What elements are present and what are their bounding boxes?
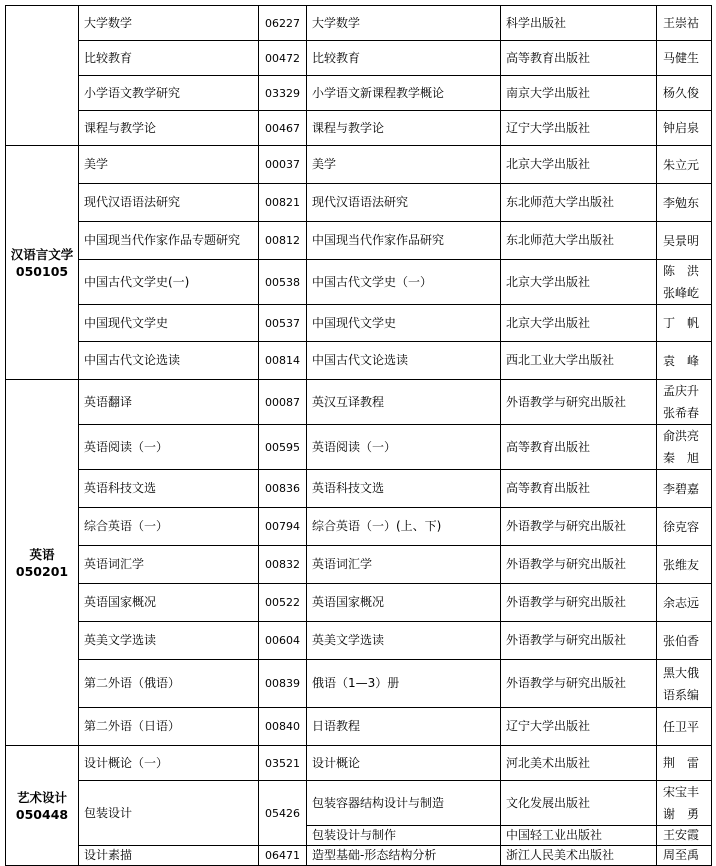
course-name: 设计概论（一） (79, 746, 259, 781)
author (657, 508, 712, 546)
course-name: 中国现代文学史 (79, 305, 259, 342)
publisher: 高等教育出版社 (501, 425, 657, 470)
author (657, 6, 712, 41)
table-row (6, 425, 712, 470)
course-code: 03521 (259, 746, 307, 781)
author (657, 546, 712, 584)
author (657, 746, 712, 781)
author-line: 任卫平 (663, 719, 700, 734)
author-line: 黑大俄 (663, 665, 700, 680)
author-line: 袁 峰 (663, 353, 700, 368)
publisher: 外语教学与研究出版社 (501, 660, 657, 708)
publisher: 东北师范大学出版社 (501, 184, 657, 222)
author (657, 76, 712, 111)
author (657, 380, 712, 425)
table-row (6, 584, 712, 622)
textbook-title: 综合英语（一）(上、下) (307, 508, 501, 546)
course-code: 00087 (259, 380, 307, 425)
course-code: 00812 (259, 222, 307, 260)
publisher: 北京大学出版社 (501, 146, 657, 184)
course-name: 英语阅读（一） (79, 425, 259, 470)
textbook-title: 中国古代文论选读 (307, 342, 501, 380)
table-row (6, 622, 712, 660)
table-row (6, 546, 712, 584)
author-line: 宋宝丰 (663, 785, 700, 799)
author (657, 781, 712, 826)
textbook-title: 美学 (307, 146, 501, 184)
course-name: 大学数学 (79, 6, 259, 41)
author-line: 张希春 (663, 406, 700, 420)
author-line: 语系编 (663, 687, 700, 702)
textbook-title: 中国现当代作家作品研究 (307, 222, 501, 260)
course-code: 00537 (259, 305, 307, 342)
author (657, 305, 712, 342)
author-line: 钟启泉 (663, 121, 700, 135)
course-name: 小学语文教学研究 (79, 76, 259, 111)
course-name: 包装设计 (79, 781, 259, 846)
author-line: 李碧嘉 (663, 481, 700, 496)
textbook-title: 小学语文新课程教学概论 (307, 76, 501, 111)
table-row (6, 508, 712, 546)
author (657, 260, 712, 305)
table-row (6, 305, 712, 342)
author-line: 谢 勇 (663, 807, 700, 821)
publisher: 辽宁大学出版社 (501, 111, 657, 146)
author-line: 陈 洪 (663, 264, 700, 278)
author-line: 李勉东 (663, 195, 700, 210)
table-row (6, 41, 712, 76)
publisher: 外语教学与研究出版社 (501, 508, 657, 546)
table-row (6, 222, 712, 260)
publisher: 科学出版社 (501, 6, 657, 41)
textbook-title: 包装容器结构设计与制造 (307, 781, 501, 826)
major-name: 英语 (29, 546, 55, 562)
course-name: 现代汉语语法研究 (79, 184, 259, 222)
author (657, 708, 712, 746)
course-code: 06227 (259, 6, 307, 41)
author-line: 俞洪亮 (663, 429, 700, 443)
table-row (6, 6, 712, 41)
course-name: 比较教育 (79, 41, 259, 76)
author (657, 826, 712, 846)
major-name: 艺术设计 (16, 789, 67, 805)
publisher: 北京大学出版社 (501, 260, 657, 305)
major-cell (6, 6, 79, 146)
course-code: 00814 (259, 342, 307, 380)
author-line: 徐克容 (663, 519, 700, 534)
author (657, 342, 712, 380)
publisher: 外语教学与研究出版社 (501, 584, 657, 622)
course-code: 00472 (259, 41, 307, 76)
textbook-title: 比较教育 (307, 41, 501, 76)
table-row (6, 260, 712, 305)
course-name: 设计素描 (79, 846, 259, 866)
publisher: 中国轻工业出版社 (501, 826, 657, 846)
author-line: 张峰屹 (663, 286, 700, 300)
author-line: 王安霞 (663, 828, 700, 842)
major-code: 050105 (15, 263, 69, 279)
textbook-title: 英语科技文选 (307, 470, 501, 508)
author (657, 184, 712, 222)
textbook-title: 英语词汇学 (307, 546, 501, 584)
course-code: 00821 (259, 184, 307, 222)
author (657, 660, 712, 708)
publisher: 浙江人民美术出版社 (501, 846, 657, 866)
publisher: 西北工业大学出版社 (501, 342, 657, 380)
major-cell (6, 746, 79, 866)
textbook-title: 设计概论 (307, 746, 501, 781)
table-row (6, 708, 712, 746)
course-code: 00595 (259, 425, 307, 470)
author (657, 41, 712, 76)
author (657, 470, 712, 508)
course-name: 第二外语（日语） (79, 708, 259, 746)
author (657, 425, 712, 470)
textbook-title: 英语国家概况 (307, 584, 501, 622)
course-name: 英语词汇学 (79, 546, 259, 584)
course-name: 综合英语（一） (79, 508, 259, 546)
major-code: 050201 (15, 563, 69, 579)
course-code: 00604 (259, 622, 307, 660)
author-line: 余志远 (663, 595, 700, 610)
author-line: 吴景明 (663, 233, 700, 248)
course-code: 00832 (259, 546, 307, 584)
course-name: 英语科技文选 (79, 470, 259, 508)
course-name: 英语翻译 (79, 380, 259, 425)
textbook-title: 中国现代文学史 (307, 305, 501, 342)
textbook-title: 大学数学 (307, 6, 501, 41)
course-code: 00839 (259, 660, 307, 708)
course-code: 00538 (259, 260, 307, 305)
major-name: 汉语言文学 (10, 246, 74, 262)
table-row (6, 846, 712, 866)
author (657, 584, 712, 622)
course-name: 英语国家概况 (79, 584, 259, 622)
publisher: 外语教学与研究出版社 (501, 380, 657, 425)
table-row (6, 660, 712, 708)
textbook-title: 造型基础-形态结构分析 (307, 846, 501, 866)
publisher: 文化发展出版社 (501, 781, 657, 826)
course-name: 英美文学选读 (79, 622, 259, 660)
author (657, 622, 712, 660)
table-row (6, 470, 712, 508)
publisher: 外语教学与研究出版社 (501, 622, 657, 660)
author-line: 丁 帆 (663, 316, 700, 330)
author-line: 杨久俊 (663, 86, 700, 100)
textbook-title: 课程与教学论 (307, 111, 501, 146)
table-row (6, 746, 712, 781)
course-name: 课程与教学论 (79, 111, 259, 146)
publisher: 高等教育出版社 (501, 470, 657, 508)
course-name: 中国古代文学史(一) (79, 260, 259, 305)
textbook-title: 中国古代文学史（一） (307, 260, 501, 305)
publisher: 河北美术出版社 (501, 746, 657, 781)
major-cell (6, 146, 79, 380)
textbook-title: 日语教程 (307, 708, 501, 746)
course-code: 00794 (259, 508, 307, 546)
textbook-title: 现代汉语语法研究 (307, 184, 501, 222)
publisher: 辽宁大学出版社 (501, 708, 657, 746)
course-code: 06471 (259, 846, 307, 866)
author-line: 马健生 (663, 51, 700, 65)
textbook-title: 包装设计与制作 (307, 826, 501, 846)
course-name: 中国现当代作家作品专题研究 (79, 222, 259, 260)
author-line: 孟庆升 (663, 384, 700, 398)
table-row (6, 184, 712, 222)
author (657, 146, 712, 184)
table-row (6, 342, 712, 380)
publisher: 北京大学出版社 (501, 305, 657, 342)
author-line: 王崇祜 (663, 16, 700, 30)
publisher: 高等教育出版社 (501, 41, 657, 76)
course-code: 00522 (259, 584, 307, 622)
course-code: 00037 (259, 146, 307, 184)
course-code: 05426 (259, 781, 307, 846)
course-code: 00840 (259, 708, 307, 746)
table-row (6, 76, 712, 111)
table-row (6, 781, 712, 826)
course-name: 中国古代文论选读 (79, 342, 259, 380)
course-code: 03329 (259, 76, 307, 111)
textbook-table (5, 5, 712, 866)
course-name: 第二外语（俄语） (79, 660, 259, 708)
author (657, 111, 712, 146)
author-line: 荆 雷 (663, 756, 700, 770)
course-code: 00836 (259, 470, 307, 508)
major-code: 050448 (15, 806, 69, 822)
author (657, 222, 712, 260)
publisher: 外语教学与研究出版社 (501, 546, 657, 584)
textbook-title: 英美文学选读 (307, 622, 501, 660)
author-line: 朱立元 (663, 157, 700, 172)
textbook-title: 英汉互译教程 (307, 380, 501, 425)
author-line: 张维友 (663, 557, 700, 572)
publisher: 南京大学出版社 (501, 76, 657, 111)
table-row (6, 380, 712, 425)
author-line: 周至禹 (663, 848, 700, 862)
course-name: 美学 (79, 146, 259, 184)
textbook-title: 英语阅读（一） (307, 425, 501, 470)
table-row (6, 146, 712, 184)
author-line: 张伯香 (663, 633, 700, 648)
table-row (6, 111, 712, 146)
course-code: 00467 (259, 111, 307, 146)
major-cell (6, 380, 79, 746)
author (657, 846, 712, 866)
author-line: 秦 旭 (663, 451, 700, 465)
publisher: 东北师范大学出版社 (501, 222, 657, 260)
textbook-title: 俄语（1—3）册 (307, 660, 501, 708)
